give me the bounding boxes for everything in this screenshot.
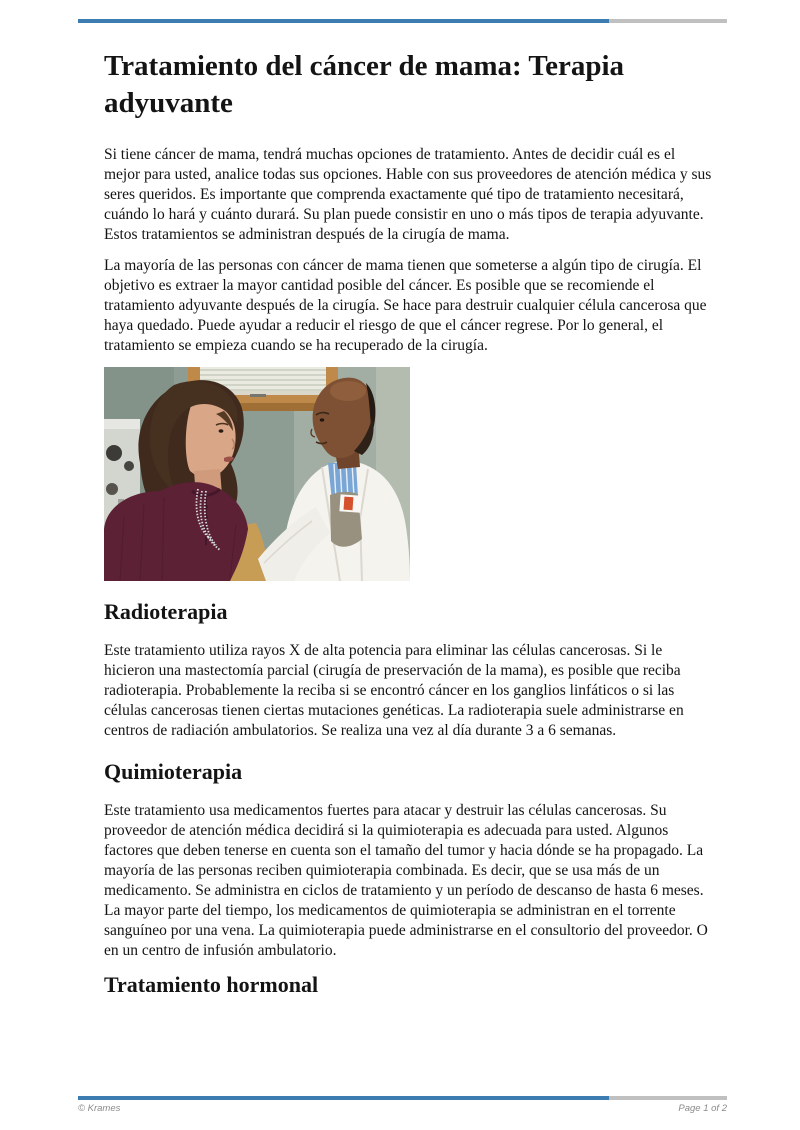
intro-paragraph-1: Si tiene cáncer de mama, tendrá muchas opciones de tratamiento. Antes de decidir cuál es el mejor para usted, analice todas sus opciones. Hable con sus proveedores de atención médica y sus seres queridos. Es importante que comprenda exactamente qué tipo de tratamiento necesitará, cuándo lo hará y cuánto durará. Su plan puede consistir en uno o más tipos de terapia adyuvante. Estos tratamientos se administran después de la cirugía de mama. — [104, 146, 712, 243]
radioterapia-paragraph: Este tratamiento utiliza rayos X de alta potencia para eliminar las células cancerosas. Si le hicieron una mastectomía parcial (cirugía de preservación de la mama), es posible que reciba radioterapia. Probablemente la reciba si se encontró cáncer en los ganglios linfáticos o si las células cancerosas tienen ciertas mutaciones genéticas. La radioterapia suele administrarse en centros de radiación ambulatorios. Se realiza una vez al día durante 3 a 6 semanas. — [104, 642, 684, 739]
quimioterapia-paragraph: Este tratamiento usa medicamentos fuertes para atacar y destruir las células cancerosas. Su proveedor de atención médica decidirá si la quimioterapia es adecuada para usted. Algunos factores que deben tenerse en cuenta son el tamaño del tumor y hacia dónde se ha propagado. La mayoría de las personas reciben quimioterapia combinada. Es decir, que se usa más de un medicamento. Se administra en ciclos de tratamiento y un período de descanso de hasta 6 meses. La mayor parte del tiempo, los medicamentos de quimioterapia se administran en el torrente sanguíneo por una vena. La quimioterapia puede administrarse en el consultorio del proveedor. O en un centro de infusión ambulatorio. — [104, 802, 708, 959]
page-indicator: Page 1 of 2 — [678, 1103, 727, 1114]
page-footer — [78, 1103, 727, 1114]
article-body — [104, 0, 713, 1014]
patient-doctor-photo — [104, 367, 410, 581]
footer-divider-blue-segment — [78, 1096, 609, 1100]
footer-divider — [78, 1096, 727, 1100]
footer-divider-gray-segment — [609, 1096, 727, 1100]
intro-paragraph-2: La mayoría de las personas con cáncer de mama tienen que someterse a algún tipo de cirugía. El objetivo es extraer la mayor cantidad posible del cáncer. Es posible que se recomiende el tratamiento adyuvante después de la cirugía. Se hace para destruir cualquier célula cancerosa que haya quedado. Puede ayudar a reducir el riesgo de que el cáncer regrese. Por lo general, el tratamiento se empieza cuando se ha recuperado de la cirugía. — [104, 257, 707, 354]
section-heading-tratamiento-hormonal: Tratamiento hormonal — [104, 972, 319, 997]
copyright-text: © Krames — [78, 1103, 121, 1114]
section-heading-radioterapia: Radioterapia — [104, 599, 228, 624]
section-heading-quimioterapia: Quimioterapia — [104, 759, 243, 784]
page-title: Tratamiento del cáncer de mama: Terapia adyuvante — [104, 50, 625, 119]
